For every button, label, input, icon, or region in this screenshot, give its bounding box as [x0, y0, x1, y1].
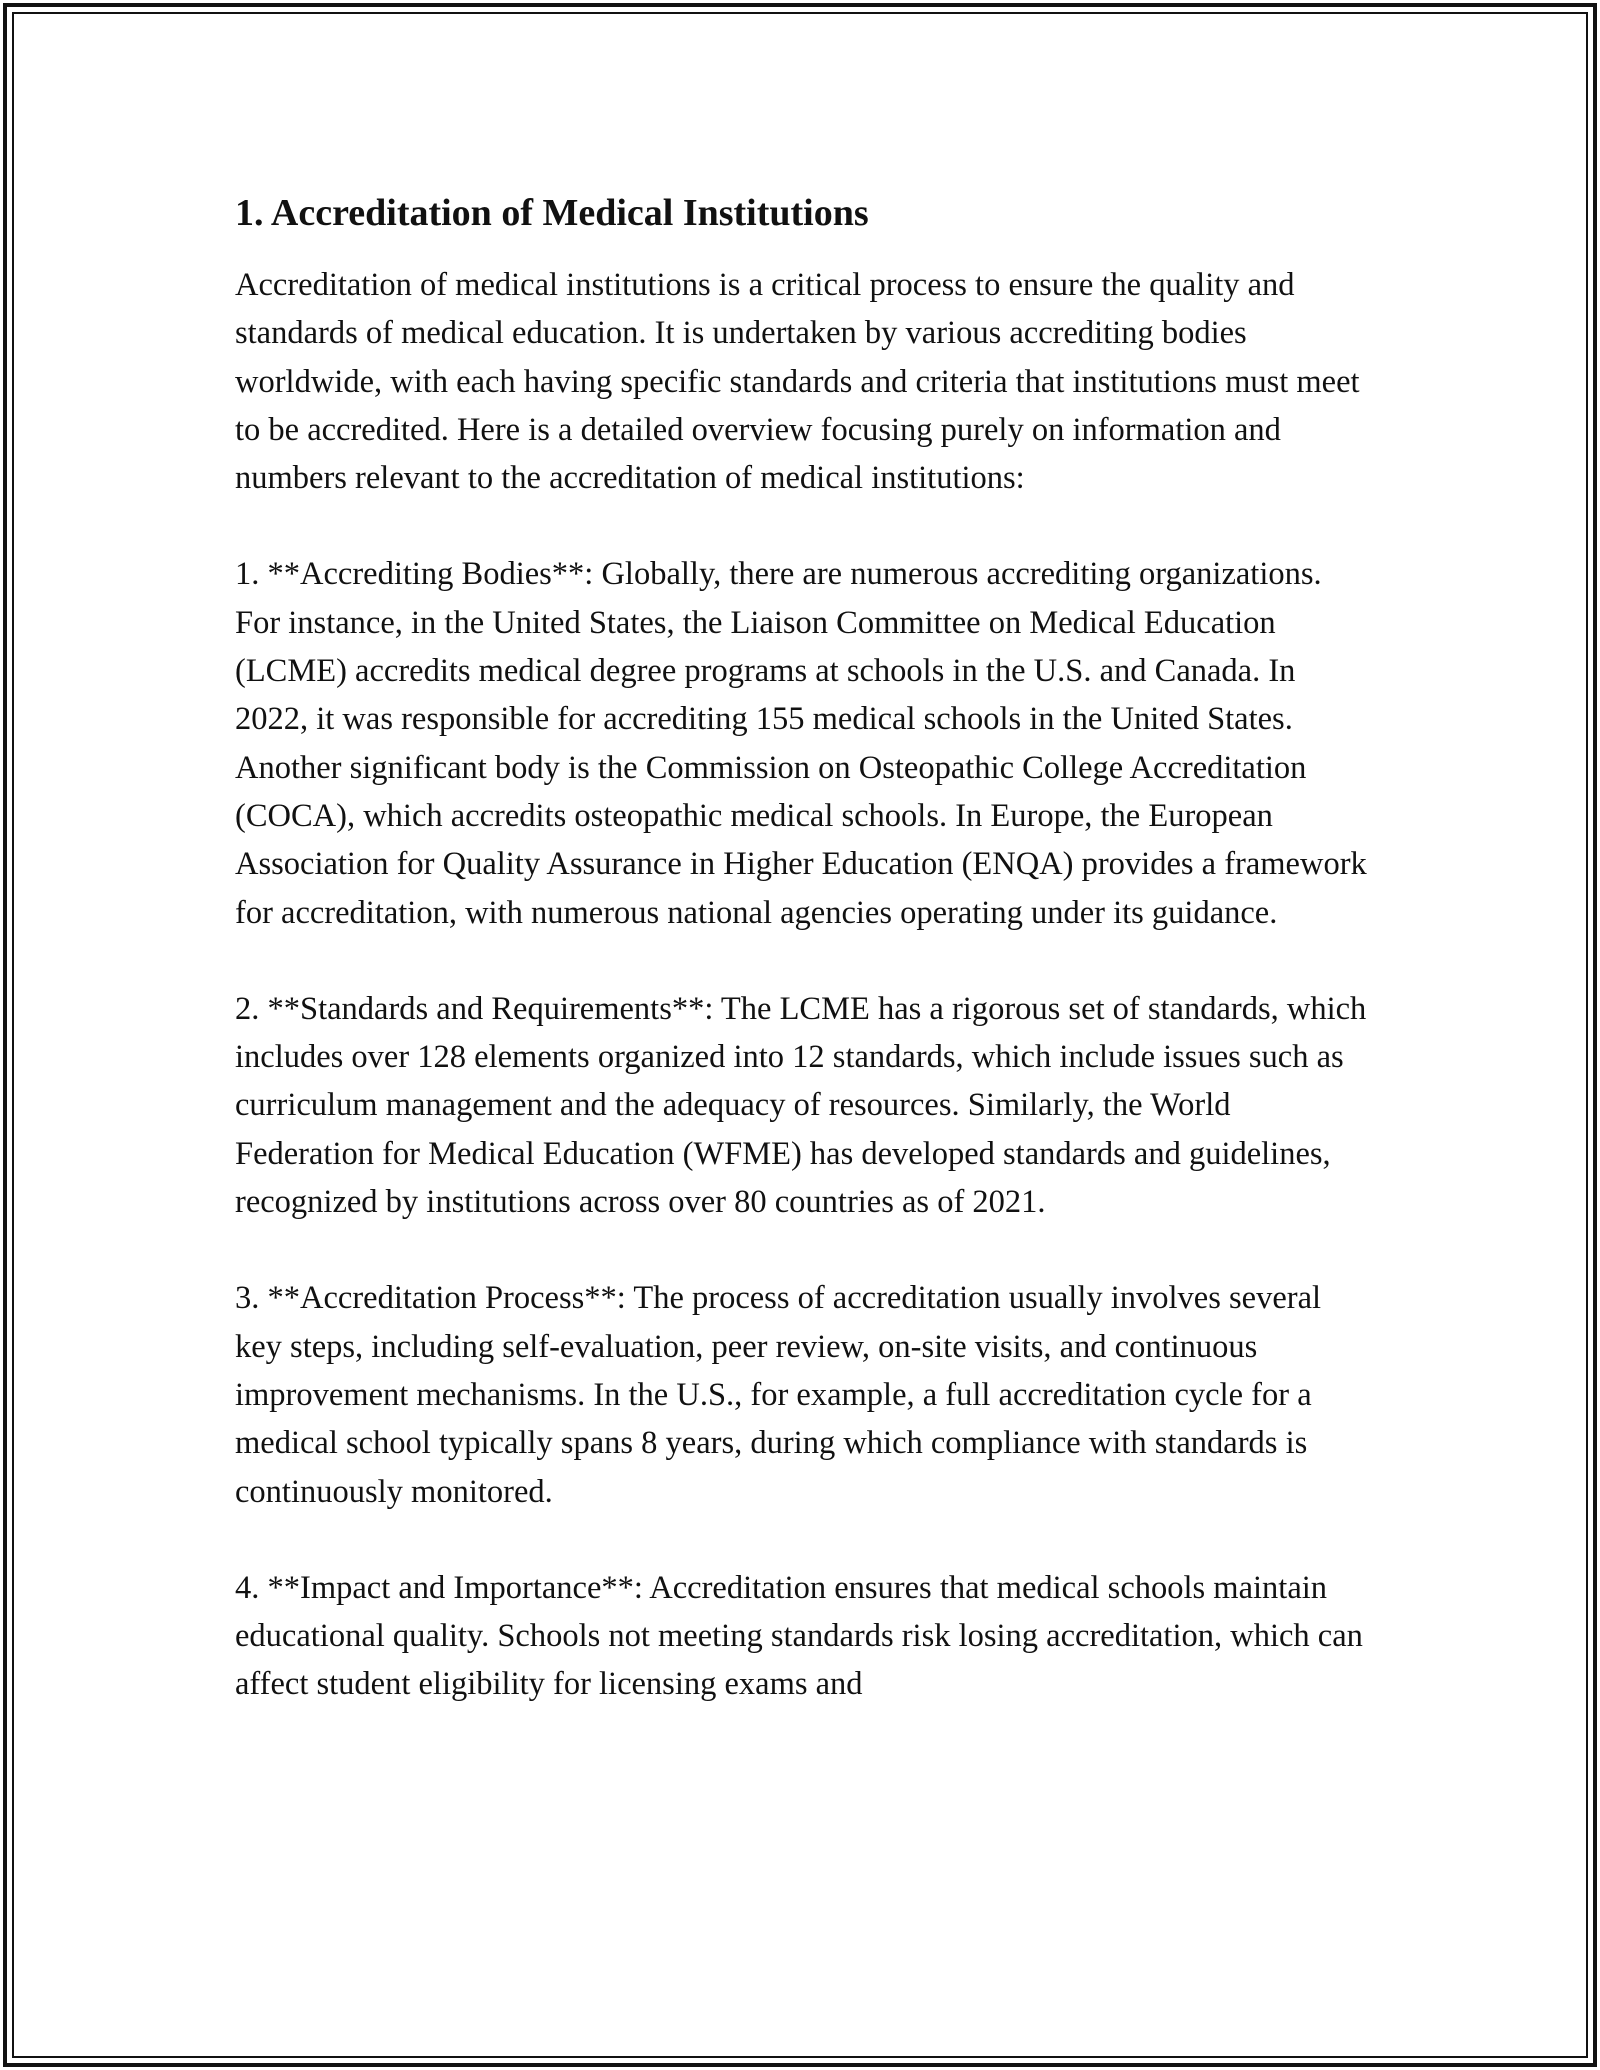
section-title: 1. Accreditation of Medical Institutions: [235, 192, 869, 234]
standards-paragraph: 2. **Standards and Requirements**: The LCME has a rigorous set of standards, which includes over 128 elements organized into 12 standards, which include issues such as curriculum management and the adequacy of resources. Similarly, the World Federation for Medical Education (WFME) has developed standards and guidelines, recognized by institutions across over 80 countries as of 2021.: [235, 990, 1367, 1221]
document-body: [235, 185, 1370, 1757]
impact-paragraph: 4. **Impact and Importance**: Accreditation ensures that medical schools maintain educational quality. Schools not meeting standards risk losing accreditation, which can affect student eligibility for licensing exams and: [235, 1569, 1363, 1703]
accrediting-bodies-paragraph: 1. **Accrediting Bodies**: Globally, there are numerous accrediting organizations. For instance, in the United States, the Liaison Committee on Medical Education (LCME) accredits medical degree programs at schools in the U.S. and Canada. In 2022, it was responsible for accrediting 155 medical schools in the United States. Another significant body is the Commission on Osteopathic College Accreditation (COCA), which accredits osteopathic medical schools. In Europe, the European Association for Quality Assurance in Higher Education (ENQA) provides a framework for accreditation, with numerous national agencies operating under its guidance.: [235, 556, 1367, 931]
process-paragraph: 3. **Accreditation Process**: The process of accreditation usually involves several key steps, including self-evaluation, peer review, on-site visits, and continuous improvement mechanisms. In the U.S., for example, a full accreditation cycle for a medical school typically spans 8 years, during which compliance with standards is continuously monitored.: [235, 1280, 1322, 1510]
intro-paragraph: Accreditation of medical institutions is a critical process to ensure the quality and standards of medical education. It is undertaken by various accrediting bodies worldwide, with each having specific standards and criteria that institutions must meet to be accredited. Here is a detailed overview focusing purely on information and numbers relevant to the accreditation of medical institutions:: [235, 267, 1360, 497]
